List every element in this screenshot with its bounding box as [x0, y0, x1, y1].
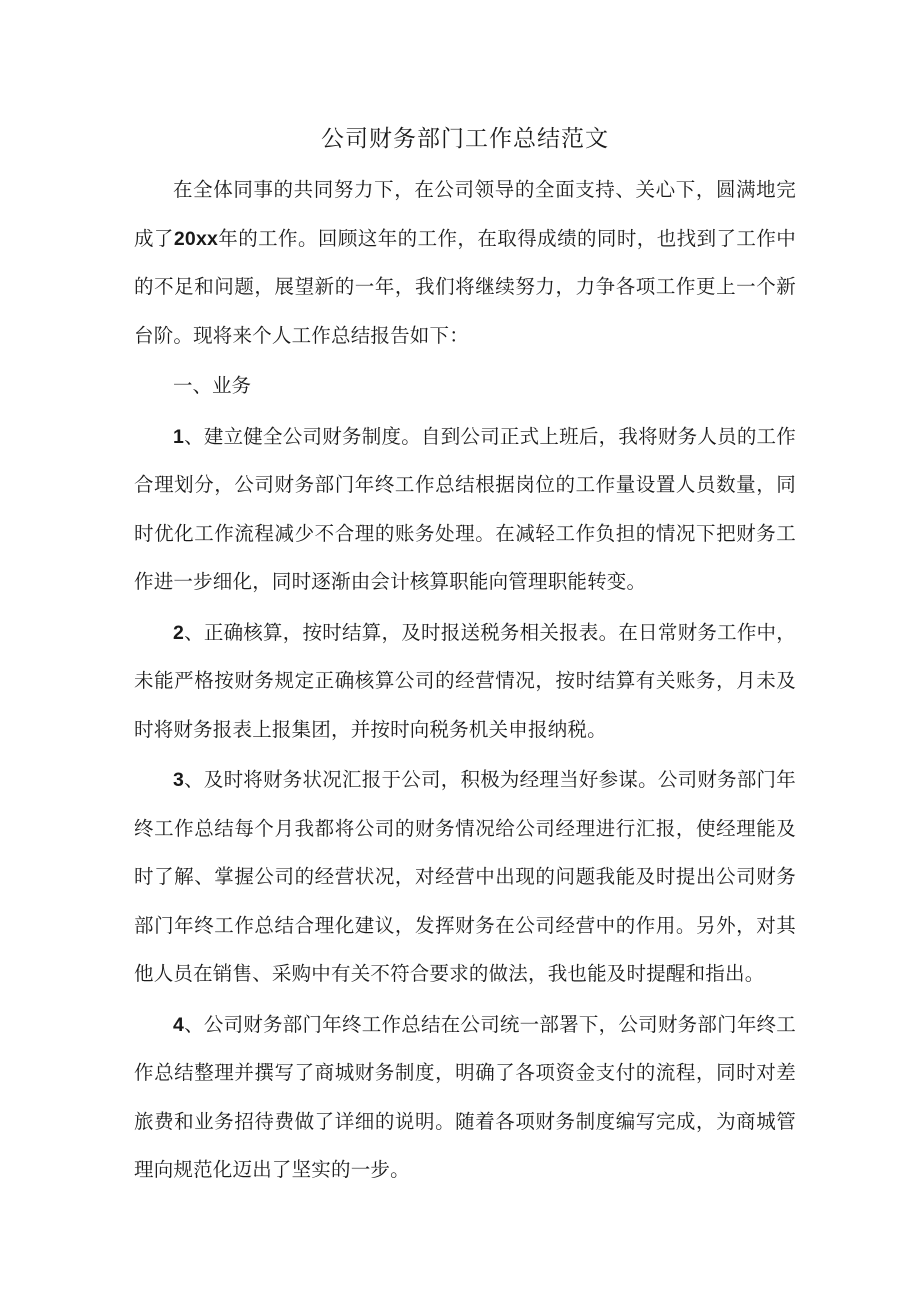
list-item: [134, 1001, 796, 1195]
section-heading: 一、业务: [173, 374, 252, 397]
item-number: 4: [173, 1013, 185, 1036]
intro-paragraph: [134, 166, 796, 360]
item-text: 、建立健全公司财务制度。自到公司正式上班后，我将财务人员的工作合理划分，公司财务部门年终工作总结根据岗位的工作量设置人员数量，同时优化工作流程减少不合理的账务处理。在减轻工作负担的情况下把财务工作进一步细化，同时逐渐由会计核算职能向管理职能转变。: [134, 424, 796, 593]
item-number: 1: [173, 425, 185, 448]
item-text: 、公司财务部门年终工作总结在公司统一部署下，公司财务部门年终工作总结整理并撰写了商城财务制度，明确了各项资金支付的流程，同时对差旅费和业务招待费做了详细的说明。随着各项财务制度编写完成，为商城管理向规范化迈出了坚实的一步。: [134, 1012, 796, 1181]
document-body: [134, 118, 796, 1195]
list-item: [134, 609, 796, 755]
item-number: 3: [173, 769, 185, 791]
list-item: [134, 413, 796, 607]
item-text: 、正确核算，按时结算，及时报送税务相关报表。在日常财务工作中，未能严格按财务规定正确核算公司的经营情况，按时结算有关账务，月未及时将财务报表上报集团，并按时向税务机关申报纳税。: [134, 620, 796, 741]
intro-text-end: 年的工作。回顾这年的工作，在取得成绩的同时，也找到了工作中的不足和问题，展望新的一年，我们将继续努力，力争各项工作更上一个新台阶。现将来个人工作总结报告如下：: [134, 226, 796, 347]
item-number: 2: [173, 621, 185, 644]
item-text: 、及时将财务状况汇报于公司，积极为经理当好参谋。公司财务部门年终工作总结每个月我都将公司的财务情况给公司经理进行汇报，使经理能及时了解、掌握公司的经营状况，对经营中出现的问题我能及时提出公司财务部门年终工作总结合理化建议，发挥财务在公司经营中的作用。另外，对其他人员在销售、采购中有关不符合要求的做法，我也能及时提醒和指出。: [134, 768, 796, 985]
intro-text-start: 在全体同事的共同努力下，在公司领导的全面支持、关心下，圆满地完成了: [134, 178, 796, 250]
document-title: 公司财务部门工作总结范文: [321, 126, 609, 152]
list-item: [134, 756, 796, 999]
year-value: 20xx: [173, 227, 219, 250]
